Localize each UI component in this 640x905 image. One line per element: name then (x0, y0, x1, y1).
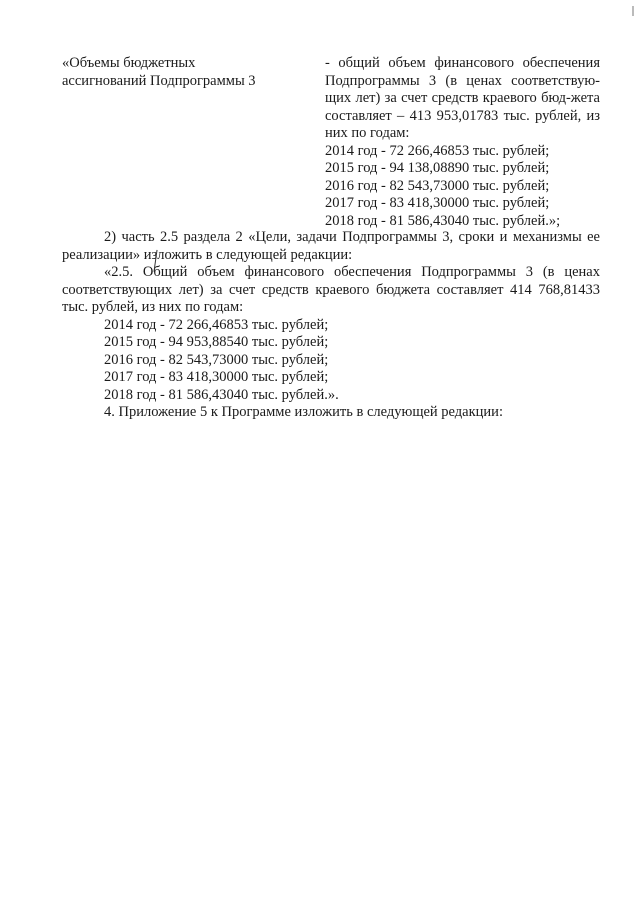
item-2-paragraph: 2) часть 2.5 раздела 2 «Цели, задачи Подпрограммы 3, сроки и механизмы ее реализации» изложить в следующей редакции: (62, 229, 600, 263)
budget-label-cell (62, 55, 302, 90)
document-body (62, 229, 600, 422)
scan-edge-mark (632, 6, 634, 16)
section-year-2018: 2018 год - 81 586,43040 тыс. рублей.». (104, 386, 339, 403)
budget-year-2018: 2018 год - 81 586,43040 тыс. рублей.»; (325, 212, 561, 229)
item-4-paragraph: 4. Приложение 5 к Программе изложить в следующей редакции: (104, 404, 503, 420)
budget-year-2015: 2015 год - 94 138,08890 тыс. рублей; (325, 160, 550, 176)
section-year-2015: 2015 год - 94 953,88540 тыс. рублей; (104, 334, 329, 350)
budget-label-line-2: ассигнований Подпрограммы 3 (62, 72, 256, 89)
budget-value-cell (325, 55, 600, 230)
section-year-2017: 2017 год - 83 418,30000 тыс. рублей; (104, 369, 329, 385)
budget-year-2016: 2016 год - 82 543,73000 тыс. рублей; (325, 177, 550, 194)
budget-total-paragraph: - общий объем финансового обеспечения Подпрограммы 3 (в ценах соответствую-щих лет) за счет средств краевого бюд-жета составляет – 413 953,01783 тыс. рублей, из них по годам: (325, 55, 600, 141)
budget-label-line-1: «Объемы бюджетных (62, 55, 196, 71)
budget-year-2017: 2017 год - 83 418,30000 тыс. рублей; (325, 195, 550, 211)
budget-year-2014: 2014 год - 72 266,46853 тыс. рублей; (325, 142, 550, 159)
budget-table-block (62, 55, 602, 229)
section-year-2016: 2016 год - 82 543,73000 тыс. рублей; (104, 351, 329, 368)
section-2-5-paragraph: «2.5. Общий объем финансового обеспечения Подпрограммы 3 (в ценах соответствующих лет) за счет средств краевого бюджета составляет 414 768,81433 тыс. рублей, из них по годам: (62, 264, 600, 315)
section-year-2014: 2014 год - 72 266,46853 тыс. рублей; (104, 316, 329, 333)
